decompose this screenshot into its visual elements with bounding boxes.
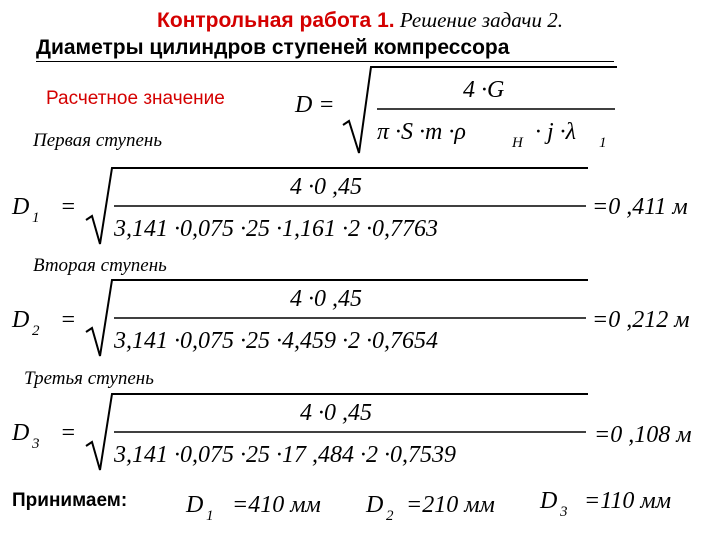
stage-1-sub: 1 — [32, 210, 40, 226]
accepted-values — [180, 476, 720, 532]
accepted-d1-sub: 1 — [206, 508, 214, 524]
title-italic: Решение задачи 2. — [399, 8, 563, 32]
stage-3-denominator: 3,141 ·0,075 ·25 ·17 ,484 ·2 ·0,7539 — [114, 442, 456, 468]
stage-2-equals: = — [60, 307, 77, 333]
stage-3-result: =0 ,108 м — [594, 422, 692, 448]
stage-1-formula — [8, 158, 720, 248]
stage-2-lhs: D — [12, 307, 30, 333]
stage-3-equals: = — [60, 420, 77, 446]
accepted-d2-value: =210 мм — [406, 492, 495, 518]
stage-1-equals: = — [60, 194, 77, 220]
formula-lambda-sub: 1 — [599, 135, 607, 151]
accepted-d3-lhs: D — [540, 488, 558, 514]
accepted-d2-lhs: D — [366, 492, 384, 518]
accepted-d2-sub: 2 — [386, 508, 394, 524]
formula-denominator: π ·S ·m ·ρ — [377, 119, 466, 145]
stage-2-result: =0 ,212 м — [592, 307, 690, 333]
formula-lhs: D = — [295, 92, 335, 118]
stage-2-sub: 2 — [32, 323, 40, 339]
stage-1-numerator: 4 ·0 ,45 — [290, 174, 362, 200]
stage-2-formula — [8, 270, 720, 360]
accepted-d1-lhs: D — [186, 492, 204, 518]
calc-label: Расчетное значение — [46, 88, 225, 109]
stage-3-sub: 3 — [32, 436, 40, 452]
formula-numerator: 4 ·G — [463, 77, 505, 103]
stage-3-formula — [8, 382, 720, 474]
title-bold: Контрольная работа 1. — [157, 9, 395, 32]
stage-2-denominator: 3,141 ·0,075 ·25 ·4,459 ·2 ·0,7654 — [114, 328, 438, 354]
accepted-d1-value: =410 мм — [232, 492, 321, 518]
stage-1-lhs: D — [12, 194, 30, 220]
formula-rho-sub: H — [512, 135, 523, 151]
stage-3-numerator: 4 ·0 ,45 — [300, 400, 372, 426]
stage-1-label: Первая ступень — [33, 130, 162, 151]
stage-3-lhs: D — [12, 420, 30, 446]
accepted-d3-value: =110 мм — [584, 488, 672, 514]
stage-1-result: =0 ,411 м — [592, 194, 688, 220]
formula-denominator-tail: · j ·λ — [535, 119, 577, 145]
general-formula — [285, 55, 625, 160]
stage-3-label: Третья ступень — [24, 368, 154, 389]
accepted-label: Принимаем: — [12, 490, 128, 511]
accepted-d3-sub: 3 — [560, 504, 568, 520]
page-subtitle: Диаметры цилиндров ступеней компрессора — [36, 36, 614, 62]
stage-2-label: Вторая ступень — [33, 255, 167, 276]
stage-2-numerator: 4 ·0 ,45 — [290, 286, 362, 312]
stage-1-denominator: 3,141 ·0,075 ·25 ·1,161 ·2 ·0,7763 — [114, 216, 438, 242]
page-title — [0, 8, 720, 33]
